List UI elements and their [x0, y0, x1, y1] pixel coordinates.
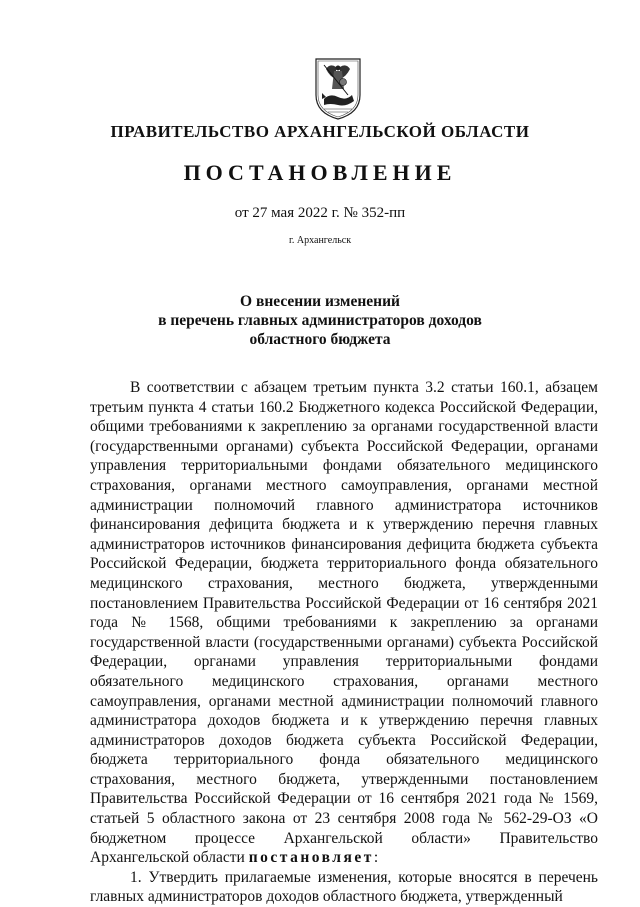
city-name: г. Архангельск [288, 235, 352, 246]
document-type: ПОСТАНОВЛЕНИЕ [183, 160, 457, 185]
date-and-number: от 27 мая 2022 г. № 352-пп [234, 205, 406, 221]
document-body [90, 378, 598, 907]
document-subject [0, 292, 640, 349]
subject-line-3: областного бюджета [249, 331, 391, 348]
government-title: ПРАВИТЕЛЬСТВО АРХАНГЕЛЬСКОЙ ОБЛАСТИ [110, 122, 530, 141]
body-paragraph-1 [90, 378, 598, 868]
decree-colon: : [373, 849, 379, 867]
decree-word: постановляет [248, 849, 374, 867]
subject-line-1: О внесении изменений [240, 293, 400, 310]
paragraph-1-text: В соответствии с абзацем третьим пункта 3.2 статьи 160.1, абзацем третьим пункта 4 статьи 160.2 Бюджетного кодекса Российской Федерации, общими требованиями к закреплению за органами государственной власти (государственными органами) субъекта Российской Федерации, органами управления территориальными фондами обязательного медицинского страхования, органами местного самоуправления, органами местной администрации полномочий главного администратора источников финансирования дефицита бюджета и к утверждению перечня главных администраторов источников финансирования дефицита бюджета субъекта Российской Федерации, бюджета территориального фонда обязательного медицинского страхования, местного бюджета, утвержденными постановлением Правительства Российской Федерации от 16 сентября 2021 года № 1568, общими требованиями к закреплению за органами государственной власти (государственными органами) субъекта Российской Федерации, органами управления территориальными фондами обязательного медицинского страхования, органами местного самоуправления, органами местной администрации полномочий главного администратора доходов бюджета и к утверждению перечня главных администраторов доходов бюджета субъекта Российской Федерации, бюджета территориального фонда обязательного медицинского страхования, местного бюджета, утвержденными постановлением Правительства Российской Федерации от 16 сентября 2021 года № 1569, статьей 5 областного закона от 23 сентября 2008 года № 562-29-ОЗ «О бюджетном процессе Архангельской области» Правительство Архангельской области [90, 379, 598, 867]
subject-line-2: в перечень главных администраторов доходов [158, 312, 482, 329]
body-item-1: 1. Утвердить прилагаемые изменения, которые вносятся в перечень главных администраторов доходов областного бюджета, утвержденный [90, 868, 598, 906]
coat-of-arms-icon [312, 55, 364, 121]
